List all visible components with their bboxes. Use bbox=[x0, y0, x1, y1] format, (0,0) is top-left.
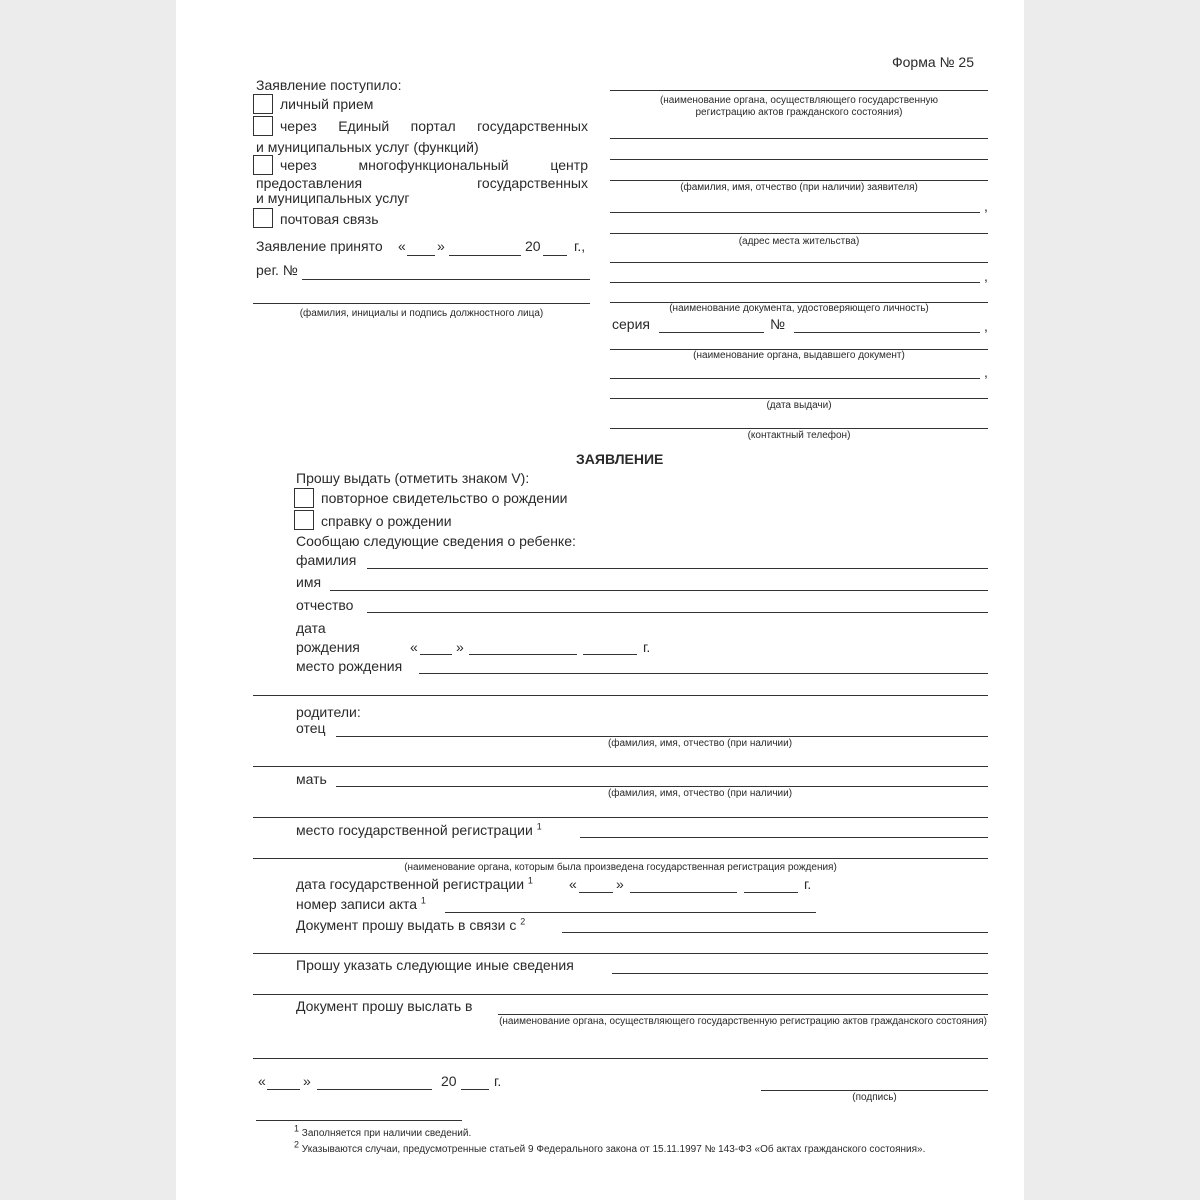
record-number-footnote-mark: 1 bbox=[420, 895, 426, 906]
sign-year-prefix: 20 bbox=[441, 1073, 457, 1089]
birth-day-line[interactable] bbox=[420, 654, 452, 655]
footnote-separator bbox=[256, 1120, 462, 1121]
receipt-option-portal: через Единый портал государственных bbox=[280, 118, 588, 134]
footnote-2 bbox=[256, 1139, 986, 1156]
sign-quote-close: » bbox=[303, 1073, 311, 1089]
accepted-day-line[interactable] bbox=[407, 255, 435, 256]
patronymic-label: отчество bbox=[296, 597, 354, 613]
form-sheet bbox=[176, 0, 1024, 1200]
official-signature-line[interactable] bbox=[253, 303, 590, 304]
send-to-caption: (наименование органа, осуществляющего государственную регистрацию актов гражданского состояния) bbox=[499, 1016, 987, 1027]
applicant-name-line-3[interactable] bbox=[610, 180, 988, 181]
birth-date-label-1: дата bbox=[296, 620, 326, 636]
name-label: имя bbox=[296, 574, 322, 590]
send-to-line[interactable] bbox=[498, 1014, 988, 1015]
option-reference: справку о рождении bbox=[321, 513, 452, 529]
issuer-caption: (наименование органа, выдавшего документ) bbox=[693, 350, 905, 361]
father-line-2[interactable] bbox=[253, 766, 988, 767]
record-number-line[interactable] bbox=[445, 912, 816, 913]
birth-place-line-1[interactable] bbox=[419, 673, 988, 674]
father-label: отец bbox=[296, 720, 326, 736]
mother-line-2[interactable] bbox=[253, 817, 988, 818]
father-line[interactable] bbox=[336, 736, 988, 737]
receipt-option-portal-2: и муниципальных услуг (функций) bbox=[256, 139, 479, 155]
receipt-heading: Заявление поступило: bbox=[256, 77, 402, 93]
request-label: Прошу выдать (отметить знаком V): bbox=[296, 470, 530, 486]
issue-reason-footnote-mark: 2 bbox=[520, 916, 526, 927]
child-intro: Сообщаю следующие сведения о ребенке: bbox=[296, 533, 576, 549]
reg-place-line-2[interactable] bbox=[253, 858, 988, 859]
address-caption: (адрес места жительства) bbox=[738, 236, 860, 247]
series-line[interactable] bbox=[659, 332, 764, 333]
reg-place-text: место государственной регистрации bbox=[296, 822, 533, 838]
issue-reason-line[interactable] bbox=[562, 932, 988, 933]
checkbox-personal[interactable] bbox=[253, 94, 273, 114]
signature-caption: (подпись) bbox=[852, 1092, 897, 1103]
checkbox-mfc[interactable] bbox=[253, 155, 273, 175]
reg-place-line[interactable] bbox=[580, 837, 988, 838]
reg-day-line[interactable] bbox=[579, 892, 613, 893]
other-info-line[interactable] bbox=[612, 973, 988, 974]
accepted-label: Заявление принято bbox=[256, 238, 383, 254]
reg-year-suffix: г. bbox=[804, 876, 812, 892]
id-document-caption: (наименование документа, удостоверяющего личность) bbox=[669, 303, 929, 314]
birth-place-line-2[interactable] bbox=[253, 695, 988, 696]
accepted-year-suffix: г., bbox=[574, 238, 586, 254]
applicant-address-line-1[interactable] bbox=[610, 212, 980, 213]
series-label: серия bbox=[612, 316, 650, 332]
reg-number-label: рег. № bbox=[256, 262, 298, 278]
footnote-1-mark: 1 bbox=[294, 1123, 300, 1134]
surname-label: фамилия bbox=[296, 552, 357, 568]
comma-3: , bbox=[984, 318, 988, 334]
reg-date-label bbox=[296, 876, 533, 892]
mother-caption: (фамилия, имя, отчество (при наличии) bbox=[607, 788, 793, 799]
receipt-option-mfc-2: предоставления государственных bbox=[256, 175, 588, 191]
reg-place-label bbox=[296, 822, 542, 838]
official-caption: (фамилия, инициалы и подпись должностного лица) bbox=[299, 308, 544, 319]
applicant-name-line-1[interactable] bbox=[610, 138, 988, 139]
birth-place-label: место рождения bbox=[296, 658, 403, 674]
mother-line[interactable] bbox=[336, 786, 988, 787]
issue-reason-label bbox=[296, 917, 525, 933]
comma-4: , bbox=[984, 364, 988, 380]
comma-2: , bbox=[984, 268, 988, 284]
mother-label: мать bbox=[296, 771, 327, 787]
applicant-name-line-2[interactable] bbox=[610, 159, 988, 160]
father-caption: (фамилия, имя, отчество (при наличии) bbox=[607, 738, 793, 749]
birth-date-label-2: рождения bbox=[296, 639, 360, 655]
signature-line[interactable] bbox=[761, 1090, 988, 1091]
applicant-name-caption: (фамилия, имя, отчество (при наличии) заявителя) bbox=[680, 182, 918, 193]
surname-line[interactable] bbox=[367, 568, 988, 569]
reg-date-text: дата государственной регистрации bbox=[296, 876, 525, 892]
record-number-text: номер записи акта bbox=[296, 896, 418, 912]
reg-place-footnote-mark: 1 bbox=[536, 821, 542, 832]
reg-year-line[interactable] bbox=[744, 892, 798, 893]
send-to-line-2[interactable] bbox=[253, 1058, 988, 1059]
birth-year-suffix: г. bbox=[643, 639, 651, 655]
phone-line[interactable] bbox=[610, 428, 988, 429]
receipt-option-mfc: через многофункциональный центр bbox=[280, 157, 588, 173]
comma-1: , bbox=[984, 198, 988, 214]
quote-open: « bbox=[398, 238, 406, 254]
accepted-year-prefix: 20 bbox=[525, 238, 541, 254]
phone-caption: (контактный телефон) bbox=[747, 430, 851, 441]
checkbox-post[interactable] bbox=[253, 208, 273, 228]
patronymic-line[interactable] bbox=[367, 612, 988, 613]
applicant-address-line-3[interactable] bbox=[610, 262, 988, 263]
birth-quote-close: » bbox=[456, 639, 464, 655]
send-to-label: Документ прошу выслать в bbox=[296, 998, 473, 1014]
reg-quote-close: » bbox=[616, 876, 624, 892]
checkbox-certificate[interactable] bbox=[294, 488, 314, 508]
number-label: № bbox=[770, 316, 786, 332]
id-number-line[interactable] bbox=[794, 332, 980, 333]
sign-day-line[interactable] bbox=[267, 1089, 300, 1090]
receipt-option-mfc-3: и муниципальных услуг bbox=[256, 190, 410, 206]
birth-month-line[interactable] bbox=[469, 654, 577, 655]
name-line[interactable] bbox=[330, 590, 988, 591]
applicant-address-line-2[interactable] bbox=[610, 233, 988, 234]
sign-year-line[interactable] bbox=[461, 1089, 489, 1090]
reg-org-caption: (наименование органа, которым была произведена государственная регистрация рождения) bbox=[404, 862, 837, 873]
birth-year-line[interactable] bbox=[583, 654, 637, 655]
form-number: Форма № 25 bbox=[892, 54, 974, 70]
record-number-label bbox=[296, 896, 426, 912]
sign-month-line[interactable] bbox=[317, 1089, 432, 1090]
accepted-year-line[interactable] bbox=[543, 255, 567, 256]
statement-title: ЗАЯВЛЕНИЕ bbox=[576, 451, 664, 467]
issue-reason-text: Документ прошу выдать в связи с bbox=[296, 917, 517, 933]
receipt-option-personal: личный прием bbox=[280, 96, 374, 112]
sign-quote-open: « bbox=[258, 1073, 266, 1089]
parents-label: родители: bbox=[296, 704, 361, 720]
reg-number-line[interactable] bbox=[302, 279, 590, 280]
footnote-2-mark: 2 bbox=[294, 1139, 300, 1150]
applicant-address-line-4[interactable] bbox=[610, 282, 980, 283]
checkbox-portal[interactable] bbox=[253, 116, 273, 136]
birth-quote-open: « bbox=[410, 639, 418, 655]
registry-org-caption: (наименование органа, осуществляющего государственную регистрацию актов гражданского состояния) bbox=[659, 95, 939, 118]
reg-month-line[interactable] bbox=[630, 892, 737, 893]
issue-date-line[interactable] bbox=[610, 398, 988, 399]
reg-date-footnote-mark: 1 bbox=[527, 875, 533, 886]
accepted-month-line[interactable] bbox=[449, 255, 521, 256]
receipt-option-post: почтовая связь bbox=[280, 211, 379, 227]
reg-quote-open: « bbox=[569, 876, 577, 892]
footnote-1-text: Заполняется при наличии сведений. bbox=[301, 1128, 472, 1139]
other-info-line-2[interactable] bbox=[253, 994, 988, 995]
sign-year-suffix: г. bbox=[494, 1073, 502, 1089]
issuer-line-2[interactable] bbox=[610, 378, 980, 379]
registry-org-line[interactable] bbox=[610, 90, 988, 91]
issue-date-caption: (дата выдачи) bbox=[766, 400, 832, 411]
footnote-2-text: Указываются случаи, предусмотренные статьей 9 Федерального закона от 15.11.1997 № 143-ФЗ «Об актах гражданского состояния». bbox=[301, 1144, 926, 1155]
checkbox-reference[interactable] bbox=[294, 510, 314, 530]
other-info-label: Прошу указать следующие иные сведения bbox=[296, 957, 574, 973]
issue-reason-line-2[interactable] bbox=[253, 953, 988, 954]
footnote-1 bbox=[294, 1123, 472, 1140]
option-certificate: повторное свидетельство о рождении bbox=[321, 490, 568, 506]
quote-close: » bbox=[437, 238, 445, 254]
